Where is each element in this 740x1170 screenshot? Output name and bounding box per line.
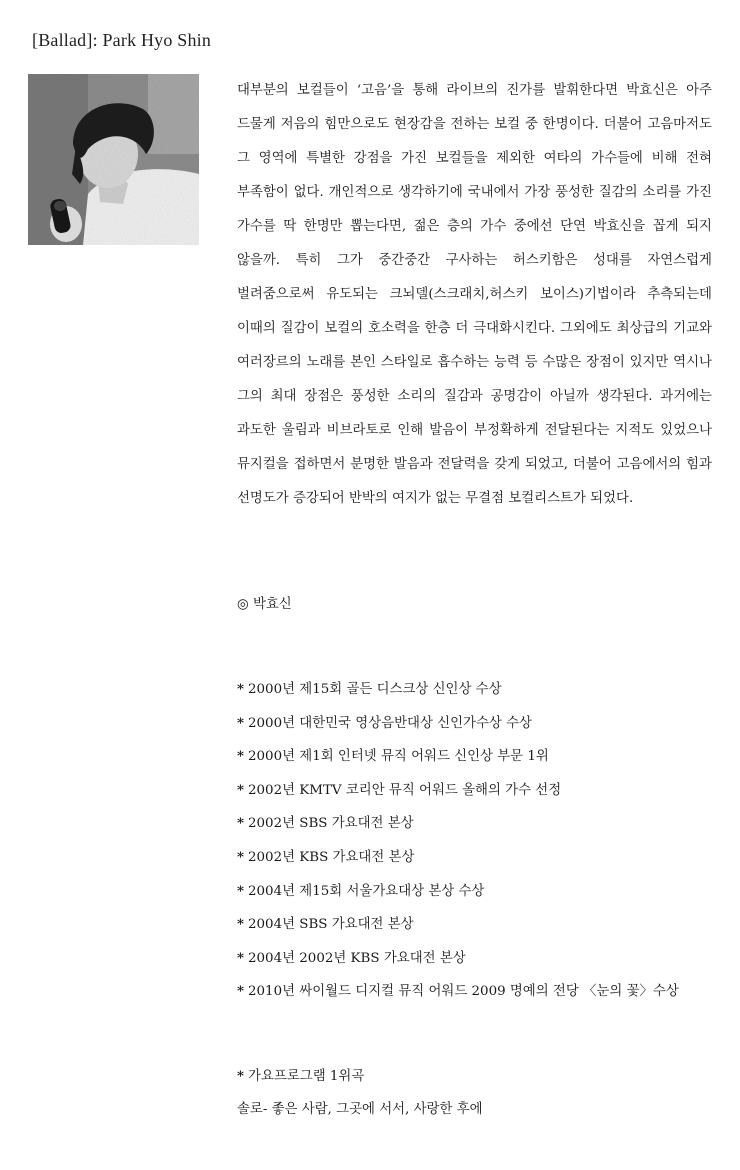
singer-photo: [28, 74, 199, 245]
list-item: [237, 812, 679, 846]
copyright-line: ◎ 박효신: [237, 597, 292, 612]
award-text: 2010년 싸이월드 디지컬 뮤직 어워드 2009 명예의 전당 〈눈의 꽃〉수상: [248, 984, 679, 1000]
program-heading: [237, 1065, 364, 1088]
award-text: 2002년 SBS 가요대전 본상: [248, 816, 414, 832]
bullet-marker: *: [237, 1068, 245, 1084]
list-item: [237, 980, 679, 1014]
bullet-marker: *: [237, 882, 245, 899]
bullet-marker: *: [237, 681, 245, 697]
award-text: 2000년 대한민국 영상음반대상 신인가수상 수상: [248, 715, 532, 731]
bullet-marker: *: [237, 781, 245, 798]
award-text: 2000년 제15회 골든 디스크상 신인상 수상: [248, 682, 502, 697]
bullet-marker: *: [237, 983, 245, 1000]
award-text: 2004년 2002년 KBS 가요대전 본상: [248, 950, 466, 966]
program-label: 가요프로그램 1위곡: [248, 1069, 365, 1084]
list-item: [237, 779, 679, 813]
bullet-marker: *: [237, 848, 245, 865]
page-title: [Ballad]: Park Hyo Shin: [32, 30, 212, 50]
songs-line: 솔로- 좋은 사람, 그곳에 서서, 사랑한 후에: [237, 1102, 483, 1117]
list-item: [237, 913, 679, 947]
bullet-marker: *: [237, 748, 245, 765]
list-item: [237, 846, 679, 880]
bio-paragraph: 대부분의 보컬들이 ‘고음’을 통해 라이브의 진가를 발휘한다면 박효신은 아주 드물게 저음의 힘만으로도 현장감을 전하는 보컬 중 한명이다. 더불어 고음마저도 그 영역에 특별한 강점을 가진 보컬들을 제외한 여타의 가수들에 비해 전혀 부족함이 없다. 개인적으로 생각하기에 국내에서 가장 풍성한 질감의 소리를 가진 가수를 딱 한명만 뽑는다면, 젊은 층의 가수 중에선 단연 박효신을 꼽게 되지 않을까. 특히 그가 중간중간 구사하는 허스키함은 성대를 자연스럽게 벌려줌으로써 유도되는 크뇌델(스크래치,허스키 보이스)기법이라 추측되는데 이때의 질감이 보컬의 호소력을 한층 더 극대화시킨다. 그외에도 최상급의 기교와 여러장르의 노래를 본인 스타일로 흡수하는 능력 등 수많은 장점이 있지만 역시나 그의 최대 장점은 풍성한 소리의 질감과 공명감이 아닐까 생각된다. 과거에는 과도한 울림과 비브라토로 인해 발음이 부정확하게 전달된다는 지적도 있었으나 뮤지컬을 접하면서 분명한 발음과 전달력을 갖게 되었고, 더불어 고음에서의 힘과 선명도가 증강되어 반박의 여지가 없는 무결점 보컬리스트가 되었다.: [237, 83, 712, 506]
award-text: 2002년 KBS 가요대전 본상: [248, 849, 415, 865]
bullet-marker: *: [237, 949, 245, 966]
list-item: [237, 880, 679, 914]
bullet-marker: *: [237, 916, 245, 933]
list-item: [237, 712, 679, 746]
bullet-marker: *: [237, 815, 245, 832]
award-text: 2002년 KMTV 코리안 뮤직 어워드 올해의 가수 선정: [248, 782, 562, 798]
award-text: 2004년 제15회 서울가요대상 본상 수상: [248, 883, 485, 899]
bullet-marker: *: [237, 714, 245, 731]
list-item: [237, 947, 679, 981]
list-item: [237, 745, 679, 779]
awards-list: [237, 678, 679, 1014]
award-text: 2004년 SBS 가요대전 본상: [248, 917, 414, 933]
list-item: [237, 678, 679, 712]
award-text: 2000년 제1회 인터넷 뮤직 어워드 신인상 부문 1위: [248, 749, 549, 765]
